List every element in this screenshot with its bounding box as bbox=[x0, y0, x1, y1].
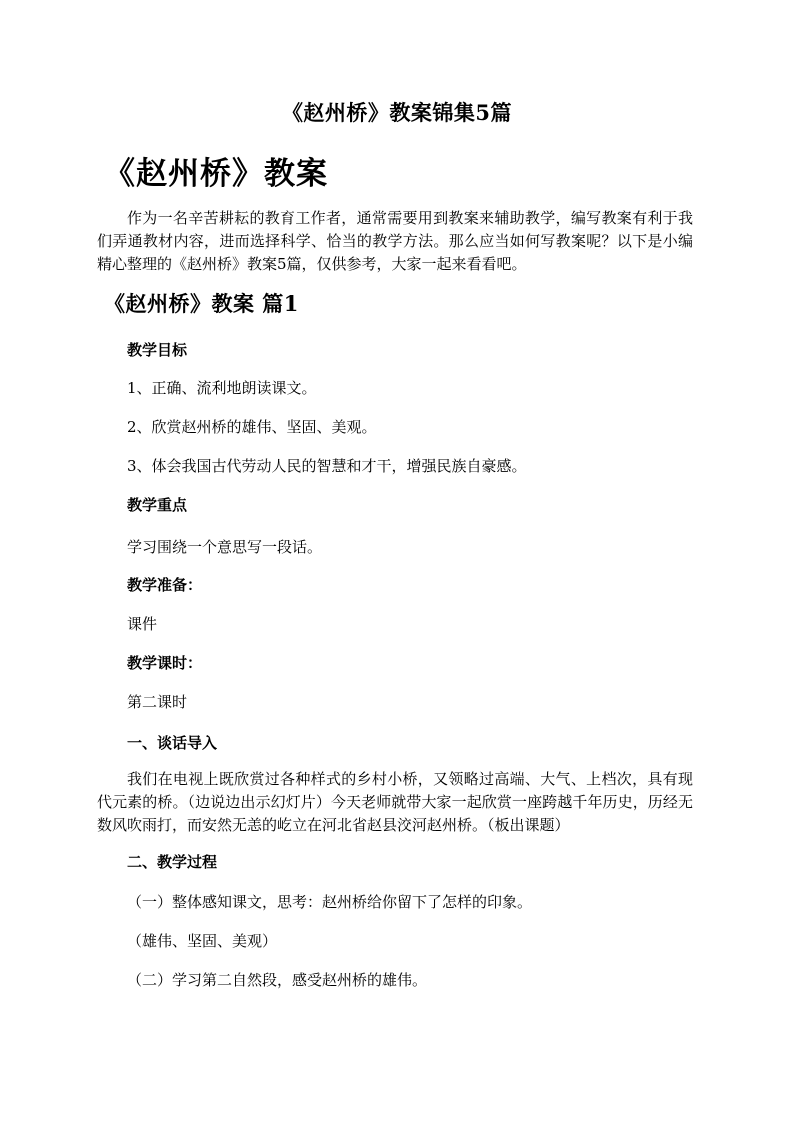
main-heading: 《赵州桥》教案 bbox=[104, 156, 328, 192]
goal-item-2: 2、欣赏赵州桥的雄伟、坚固、美观。 bbox=[127, 418, 377, 436]
step1-paragraph: 我们在电视上既欣赏过各种样式的乡村小桥，又领略过高端、大气、上档次，具有现代元素的桥。（边说边出示幻灯片）今天老师就带大家一起欣赏一座跨越千年历史，历经无数风吹雨打，而安然无恙的屹立在河北省赵县洨河赵州桥。（板出课题） bbox=[97, 770, 693, 834]
document-title: 《赵州桥》教案锦集5篇 bbox=[281, 100, 513, 125]
goal-item-3: 3、体会我国古代劳动人民的智慧和才干，增强民族自豪感。 bbox=[127, 457, 527, 475]
step2-heading: 二、教学过程 bbox=[127, 853, 218, 871]
section-heading: 《赵州桥》教案 篇1 bbox=[104, 291, 299, 316]
hours-heading: 教学课时： bbox=[127, 654, 203, 672]
goal-item-1: 1、正确、流利地朗读课文。 bbox=[127, 379, 317, 397]
focus-text: 学习围绕一个意思写一段话。 bbox=[127, 538, 323, 556]
step2-item-3: （二）学习第二自然段，感受赵州桥的雄伟。 bbox=[127, 971, 428, 989]
intro-paragraph: 作为一名辛苦耕耘的教育工作者，通常需要用到教案来辅助教学，编写教案有利于我们弄通教材内容，进而选择科学、恰当的教学方法。那么应当如何写教案呢？以下是小编精心整理的《赵州桥》教案5篇，仅供参考，大家一起来看看吧。 bbox=[97, 209, 693, 273]
step2-item-1: （一）整体感知课文，思考：赵州桥给你留下了怎样的印象。 bbox=[127, 893, 533, 911]
hours-text: 第二课时 bbox=[127, 693, 188, 711]
step2-item-2: （雄伟、坚固、美观） bbox=[127, 932, 278, 950]
focus-heading: 教学重点 bbox=[127, 496, 188, 514]
prep-heading: 教学准备： bbox=[127, 576, 203, 594]
goal-heading: 教学目标 bbox=[127, 341, 188, 359]
prep-text: 课件 bbox=[127, 615, 158, 633]
step1-heading: 一、谈话导入 bbox=[127, 734, 218, 752]
